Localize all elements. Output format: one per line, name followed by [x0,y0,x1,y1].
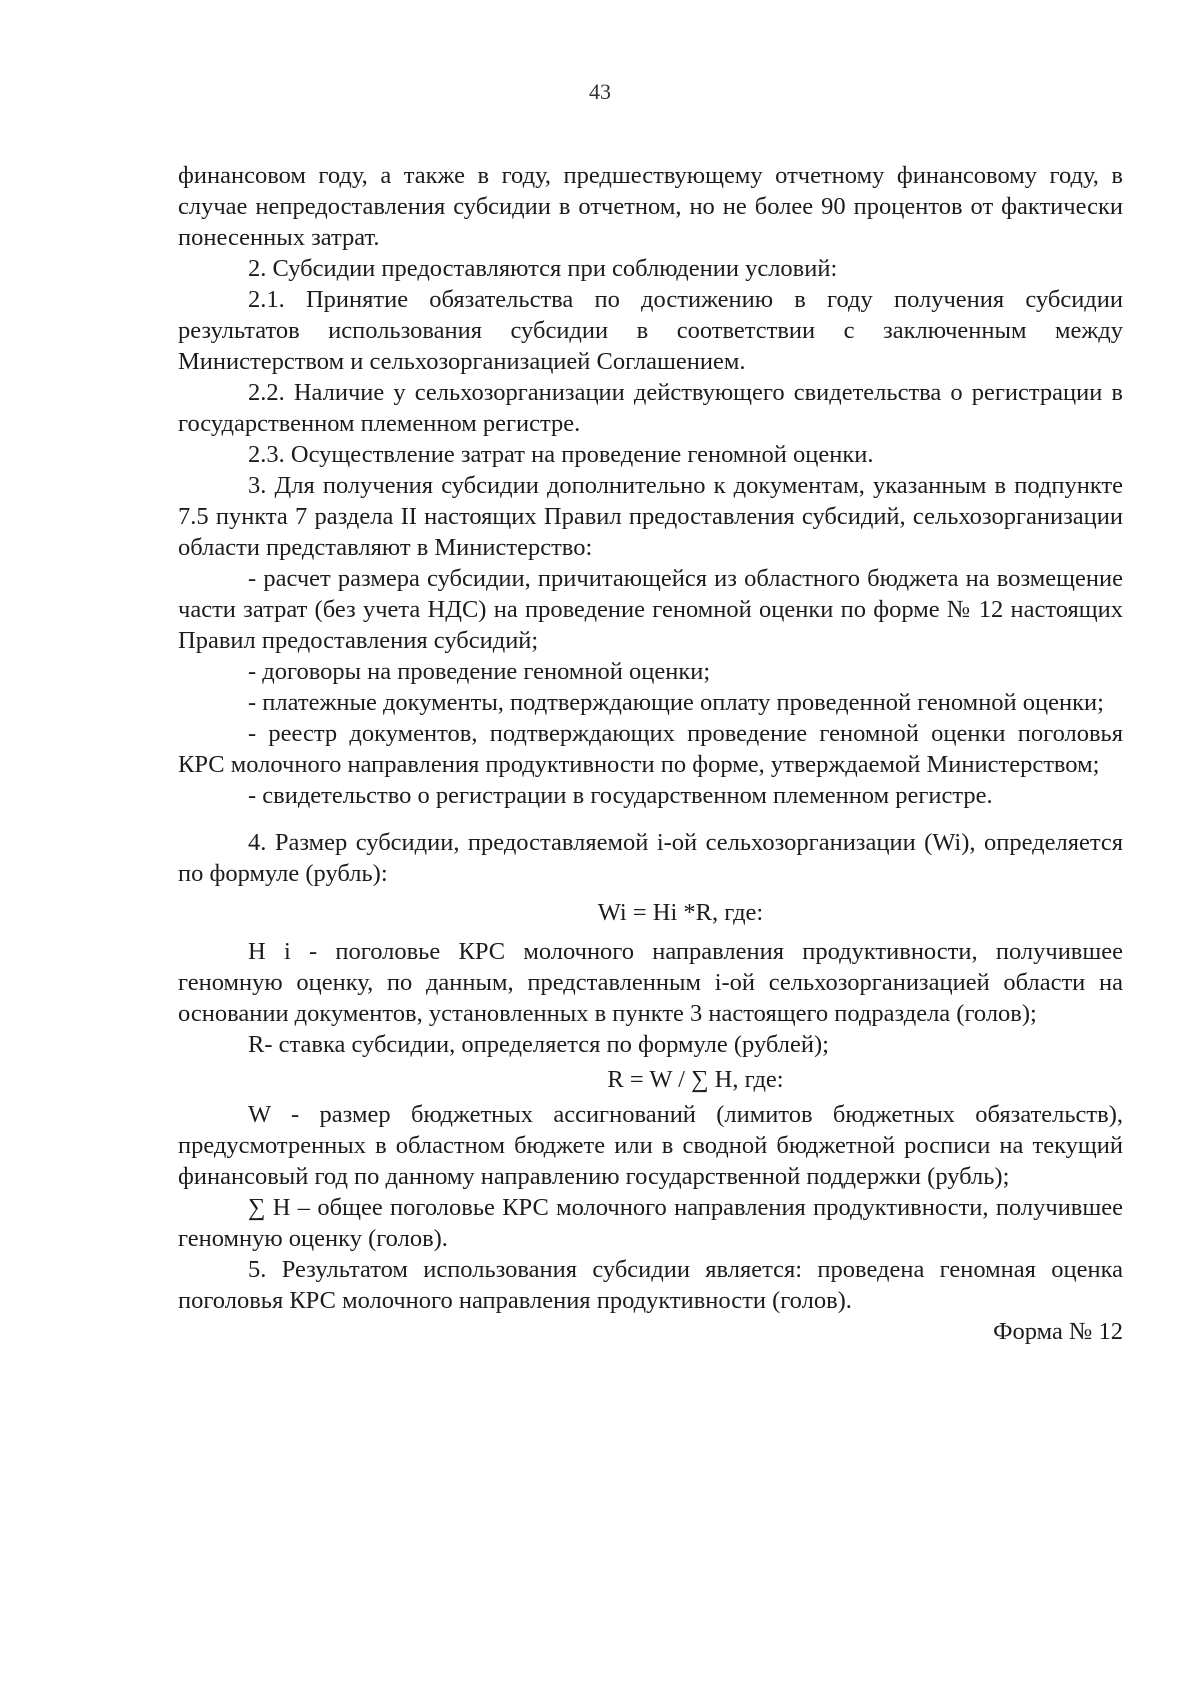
form-label: Форма № 12 [993,1318,1123,1345]
formula-wi: Wi = Hi *R, где: [597,899,764,926]
list-item: - расчет размера субсидии, причитающейся из областного бюджета на возмещение части затрат (без учета НДС) на проведение геномной оценки по форме № 12 настоящих Правил предоставления субсидий; [178,565,1123,654]
paragraph: 2.1. Принятие обязательства по достижению в году получения субсидии результатов использования субсидии в соответствии с заключенным между Министерством и сельхозорганизацией Соглашением. [178,286,1123,375]
paragraph: 4. Размер субсидии, предоставляемой i-ой сельхозорганизации (Wi), определяется по формуле (рубль): [178,829,1123,887]
document-body [178,160,1123,1347]
paragraph: ∑ H – общее поголовье КРС молочного направления продуктивности, получившее геномную оценку (голов). [178,1194,1123,1252]
paragraph: 2.2. Наличие у сельхозорганизации действующего свидетельства о регистрации в государственном племенном регистре. [178,379,1123,437]
list-item: - договоры на проведение геномной оценки; [248,658,711,685]
paragraph: финансовом году, а также в году, предшествующему отчетному финансовому году, в случае непредоставления субсидии в отчетном, но не более 90 процентов от фактически понесенных затрат. [178,162,1123,251]
paragraph: 2. Субсидии предоставляются при соблюдении условий: [248,255,838,282]
paragraph: R- ставка субсидии, определяется по формуле (рублей); [248,1031,829,1058]
paragraph: W - размер бюджетных ассигнований (лимитов бюджетных обязательств), предусмотренных в областном бюджете или в сводной бюджетной росписи на текущий финансовый год по данному направлению государственной поддержки (рубль); [178,1101,1123,1190]
list-item: - свидетельство о регистрации в государственном племенном регистре. [248,782,993,809]
formula-r: R = W / ∑ H, где: [607,1066,784,1093]
list-item: - платежные документы, подтверждающие оплату проведенной геномной оценки; [248,689,1104,716]
paragraph: 3. Для получения субсидии дополнительно к документам, указанным в подпункте 7.5 пункта 7 раздела II настоящих Правил предоставления субсидий, сельхозорганизации области представляют в Министерство: [178,472,1123,561]
paragraph: H i - поголовье КРС молочного направления продуктивности, получившее геномную оценку, по данным, представленным i-ой сельхозорганизацией области на основании документов, установленных в пункте 3 настоящего подраздела (голов); [178,938,1123,1027]
list-item: - реестр документов, подтверждающих проведение геномной оценки поголовья КРС молочного направления продуктивности по форме, утверждаемой Министерством; [178,720,1123,778]
paragraph: 2.3. Осуществление затрат на проведение геномной оценки. [248,441,874,468]
paragraph: 5. Результатом использования субсидии является: проведена геномная оценка поголовья КРС молочного направления продуктивности (голов). [178,1256,1123,1314]
page-number: 43 [589,79,611,104]
